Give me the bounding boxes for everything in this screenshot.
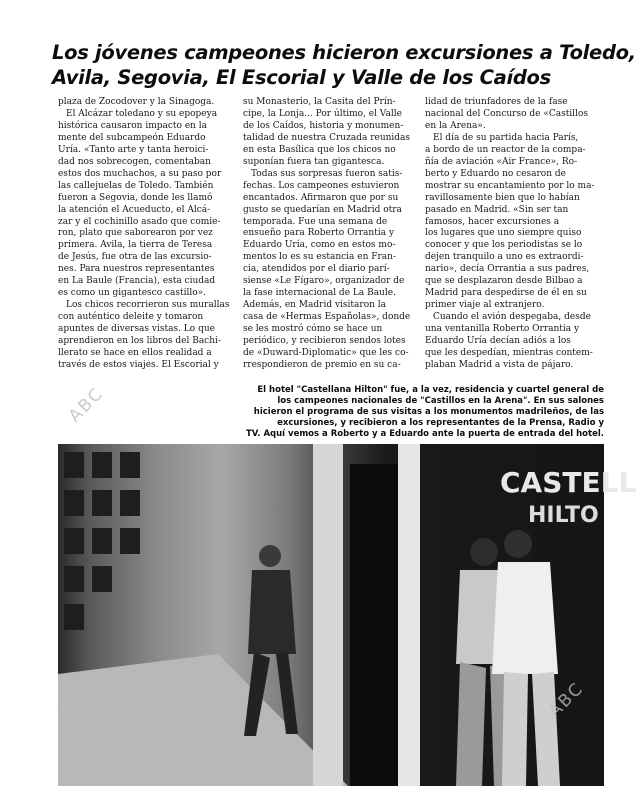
article-line: las callejuelas de Toledo. También bbox=[58, 180, 214, 191]
article-line: talidad de nuestra Cruzada reunidas bbox=[243, 132, 411, 143]
article-line: la fase internacional de La Baule. bbox=[243, 288, 396, 299]
article-line: mente del subcampeón Eduardo bbox=[58, 132, 206, 143]
article-line: Uría. «Tanto arte y tanta heroici- bbox=[58, 144, 209, 155]
abc-watermark: ABC bbox=[544, 678, 588, 722]
article-line: dejen tranquilo a uno es extraordi- bbox=[425, 252, 584, 263]
abc-watermark: ABC bbox=[64, 383, 108, 427]
pavement bbox=[58, 654, 348, 786]
headline-line: Los jóvenes campeones hicieron excursiones a Toledo, bbox=[52, 41, 636, 64]
article-line: con auténtico deleite y tomaron bbox=[58, 312, 204, 323]
article-line: plaza de Zocodover y la Sinagoga. bbox=[58, 97, 215, 107]
article-column-2 bbox=[243, 97, 415, 372]
article-line: de los Caídos, historia y monumen- bbox=[243, 120, 404, 131]
hotel-entrance-photo bbox=[58, 444, 636, 786]
article-line: de «Duward-Diplomatic» que les co- bbox=[243, 348, 409, 359]
article-line: pasado en Madrid. «Sin ser tan bbox=[425, 204, 569, 215]
article-line: llerato se hace en ellos realidad a bbox=[58, 348, 212, 359]
article-line: histórica causaron impacto en la bbox=[58, 120, 208, 131]
article-line: primera. Avila, la tierra de Teresa bbox=[58, 240, 213, 251]
article-line: dad nos sobrecogen, comentaban bbox=[58, 156, 211, 167]
photo-caption bbox=[196, 385, 604, 440]
caption-line: hicieron el programa de sus visitas a los monumentos madrileños, de las bbox=[253, 407, 604, 417]
article-line: cipe, la Lonja... Por último, el Valle bbox=[243, 108, 402, 119]
caption-line: excursiones, y recibieron a los representantes de la Prensa, Radio y bbox=[277, 418, 604, 428]
article-line: ensueño para Roberto Orrantia y bbox=[243, 228, 395, 239]
hotel-sign-line-1: CASTELL bbox=[500, 466, 636, 499]
two-boys bbox=[456, 530, 560, 786]
article-line: temporada. Fue una semana de bbox=[243, 216, 388, 227]
article-line: en esta Basílica que los chicos no bbox=[243, 144, 396, 155]
caption-line: los campeones nacionales de "Castillos en la Arena". En sus salones bbox=[277, 396, 604, 406]
article-line: plaban Madrid a vista de pájaro. bbox=[425, 359, 574, 370]
article-line: en La Baule (Francia), esta ciudad bbox=[58, 276, 216, 287]
article-line: a bordo de un reactor de la compa- bbox=[425, 144, 586, 155]
article-line: Madrid para despedirse de él en su bbox=[425, 288, 587, 299]
article-line: suponían fuera tan gigantesca. bbox=[243, 156, 385, 167]
article-line: los lugares que uno siempre quiso bbox=[425, 228, 582, 239]
article-line: mentos lo es su estancia en Fran- bbox=[243, 252, 397, 263]
article-line: casa de «Hermas Españolas», donde bbox=[243, 312, 411, 323]
article-line: lidad de triunfadores de la fase bbox=[425, 97, 568, 107]
abc-watermark: ABC bbox=[54, 678, 98, 722]
article-line: nario», decía Orrantia a sus padres, bbox=[425, 264, 590, 275]
article-line: Además, en Madrid visitaron la bbox=[243, 300, 387, 311]
article-line: fechas. Los campeones estuvieron bbox=[243, 180, 400, 191]
article-line: estos dos muchachos, a su paso por bbox=[58, 168, 222, 179]
article-line: apuntes de diversas vistas. Lo que bbox=[58, 324, 215, 335]
article-line: encantados. Afirmaron que por su bbox=[243, 192, 399, 203]
caption-line: El hotel "Castellana Hilton" fue, a la vez, residencia y cuartel general de bbox=[257, 385, 604, 395]
article-line: rrespondieron de premio en su ca- bbox=[243, 359, 401, 370]
article-line: ron, plato que saborearon por vez bbox=[58, 228, 213, 239]
headline-line: Avila, Segovia, El Escorial y Valle de los Caídos bbox=[52, 66, 551, 89]
article-line: primer viaje al extranjero. bbox=[425, 300, 545, 311]
article-line: en la Arena». bbox=[425, 120, 486, 131]
article-line: nes. Para nuestros representantes bbox=[58, 264, 215, 275]
article-line: se les mostró cómo se hace un bbox=[243, 324, 383, 335]
article-headline bbox=[52, 40, 636, 90]
article-line: El Alcázar toledano y su epopeya bbox=[66, 108, 218, 119]
article-line: la atención el Acueducto, el Alcá- bbox=[58, 204, 211, 215]
article-line: fueron a Segovia, donde les llamó bbox=[58, 192, 213, 203]
article-line: zar y el cochinillo asado que comie- bbox=[58, 216, 221, 227]
entrance-column bbox=[398, 444, 420, 786]
walking-man bbox=[244, 545, 298, 736]
article-line: Los chicos recorrieron sus murallas bbox=[66, 300, 230, 311]
article-line: Eduardo Uría, como en estos mo- bbox=[243, 240, 396, 251]
article-line: El día de su partida hacia París, bbox=[433, 132, 579, 143]
entrance-column bbox=[313, 444, 343, 786]
article-line: mostrar su encantamiento por lo ma- bbox=[425, 180, 595, 191]
article-line: Todas sus sorpresas fueron satis- bbox=[251, 168, 403, 179]
article-line: ñía de aviación «Air France», Ro- bbox=[425, 156, 578, 167]
article-line: Eduardo Uría decían adiós a los bbox=[425, 336, 571, 347]
photo-illustration bbox=[58, 444, 636, 786]
article-column-1 bbox=[58, 97, 230, 372]
article-line: cia, atendidos por el diario parí- bbox=[243, 264, 390, 275]
article-column-3 bbox=[425, 97, 605, 372]
building-windows bbox=[64, 452, 140, 630]
article-line: que se desplazaron desde Bilbao a bbox=[425, 276, 583, 287]
article-line: su Monasterio, la Casita del Prín- bbox=[243, 97, 396, 107]
article-line: que les despedían, mientras contem- bbox=[425, 348, 593, 359]
article-line: periódico, y recibieron sendos lotes bbox=[243, 336, 406, 347]
article-line: es como un gigantesco castillo». bbox=[58, 288, 207, 299]
article-line: nacional del Concurso de «Castillos bbox=[425, 108, 588, 119]
hotel-sign-line-2: HILTO bbox=[528, 503, 599, 528]
caption-line: TV. Aquí vemos a Roberto y a Eduardo ante la puerta de entrada del hotel. bbox=[245, 429, 604, 439]
article-line: ravillosamente bien que lo habían bbox=[425, 192, 580, 203]
article-line: famosos, hacer excursiones a bbox=[425, 216, 560, 227]
article-line: gusto se quedarían en Madrid otra bbox=[243, 204, 402, 215]
article-line: aprendieron en los libros del Bachi- bbox=[58, 336, 221, 347]
article-line: través de estos viajes. El Escorial y bbox=[58, 359, 219, 370]
article-line: Cuando el avión despegaba, desde bbox=[433, 312, 591, 323]
article-line: una ventanilla Roberto Orrantia y bbox=[425, 324, 580, 335]
article-line: de Jesús, fue otra de las excursio- bbox=[58, 252, 212, 263]
article-line: berto y Eduardo no cesaron de bbox=[425, 168, 566, 179]
article-line: conocer y que los periodistas se lo bbox=[425, 240, 583, 251]
article-line: siense «Le Fígaro», organizador de bbox=[243, 276, 405, 287]
